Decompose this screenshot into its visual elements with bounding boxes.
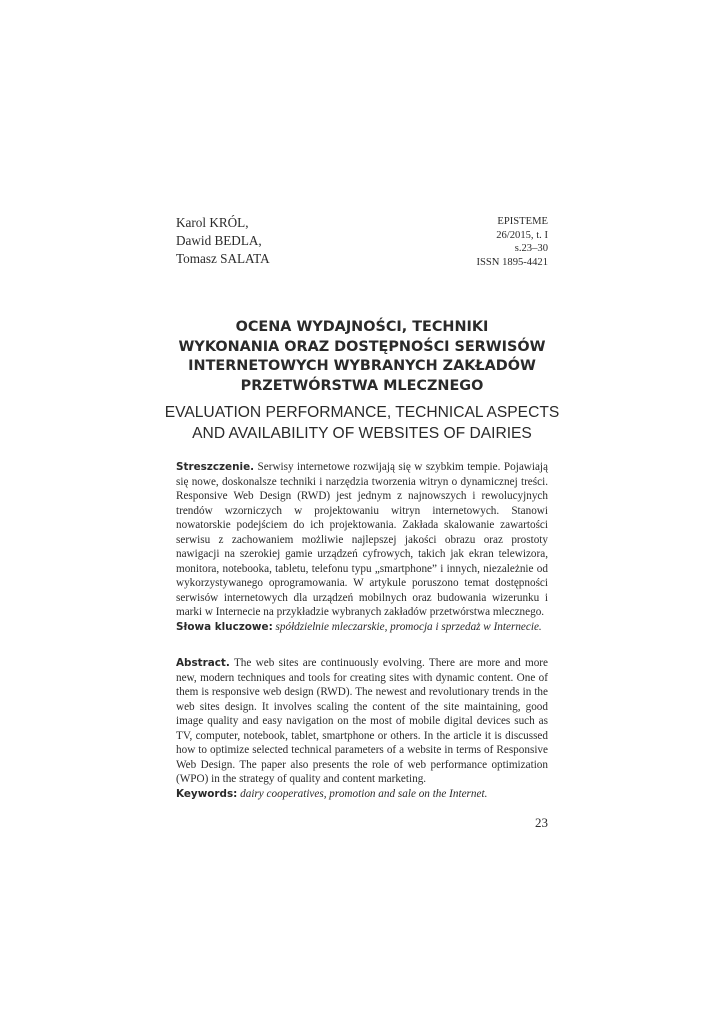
title-english [160, 402, 564, 444]
page-number: 23 [535, 815, 548, 830]
title-polish [176, 318, 548, 396]
journal-issn: ISSN 1895-4421 [476, 256, 548, 268]
author-name: Tomasz SALATA [176, 251, 270, 266]
title-polish-line: PRZETWÓRSTWA MLECZNEGO [240, 377, 484, 394]
abstract-english [176, 656, 548, 801]
journal-name: EPISTEME [497, 216, 548, 227]
keywords-english-text: dairy cooperatives, promotion and sale on the Internet. [240, 787, 488, 800]
author-name: Dawid BEDLA, [176, 233, 262, 248]
abstract-english-text: The web sites are continuously evolving. There are more and more new, modern techniques and tools for creating sites with dynamic content. One of them is responsive web design (RWD). The newest and revolutionary trends in the web sites design. It involves scaling the content of the site maintaining, good image quality and easy navigation on the most of mobile digital devices such as TV, computer, notebook, tablet, smartphone or others. In the article it is discussed how to optimize selected technical parameters of a website in terms of Responsive Web Design. The paper also presents the role of web performance optimization (WPO) in the strategy of quality and content marketing. [176, 657, 548, 785]
title-polish-line: INTERNETOWYCH WYBRANYCH ZAKŁADÓW [188, 358, 536, 375]
title-english-line: AND AVAILABILITY OF WEBSITES OF DAIRIES [192, 425, 532, 442]
title-polish-line: WYKONANIA ORAZ DOSTĘPNOŚCI SERWISÓW [178, 338, 546, 355]
abstract-polish-text: Serwisy internetowe rozwijają się w szybkim tempie. Pojawiają się nowe, doskonalsze techniki i narzędzia tworzenia witryn o dynamicznej treści. Responsive Web Design (RWD) jest jednym z najnowszych i rewolucyjnych trendów wzorniczych w projektowaniu witryn internetowych. Stanowi nowatorskie podejściem do ich projektowania. Zakłada skalowanie zawartości serwisu z zachowaniem możliwie najlepszej jakości obrazu oraz prostoty nawigacji na szerokiej gamie urządzeń cyfrowych, takich jak ekran telewizora, monitora, notebooka, tabletu, telefonu typu „smartphone” i innych, niezależnie od wykorzystywanego oprogramowania. W artykule poruszono temat dostępności serwisów internetowych dla urządzeń mobilnych oraz budowania wizerunku i marki w Internecie na przykładzie wybranych zakładów przetwórstwa mlecznego. [176, 461, 549, 618]
keywords-polish-text: spółdzielnie mleczarskie, promocja i sprzedaż w Internecie. [275, 620, 542, 633]
keywords-english-label: Keywords: [176, 787, 238, 800]
author-name: Karol KRÓL, [176, 215, 249, 230]
abstract-polish-label: Streszczenie. [176, 461, 255, 473]
journal-meta [476, 215, 548, 269]
authors-block [176, 214, 270, 268]
journal-issue: 26/2015, t. I [496, 229, 548, 241]
abstract-polish [176, 460, 548, 634]
abstract-english-label: Abstract. [176, 657, 230, 669]
title-english-line: EVALUATION PERFORMANCE, TECHNICAL ASPECTS [164, 404, 560, 421]
journal-pages: s.23–30 [514, 243, 548, 255]
title-polish-line: OCENA WYDAJNOŚCI, TECHNIKI [235, 319, 489, 335]
keywords-polish-label: Słowa kluczowe: [176, 620, 273, 633]
